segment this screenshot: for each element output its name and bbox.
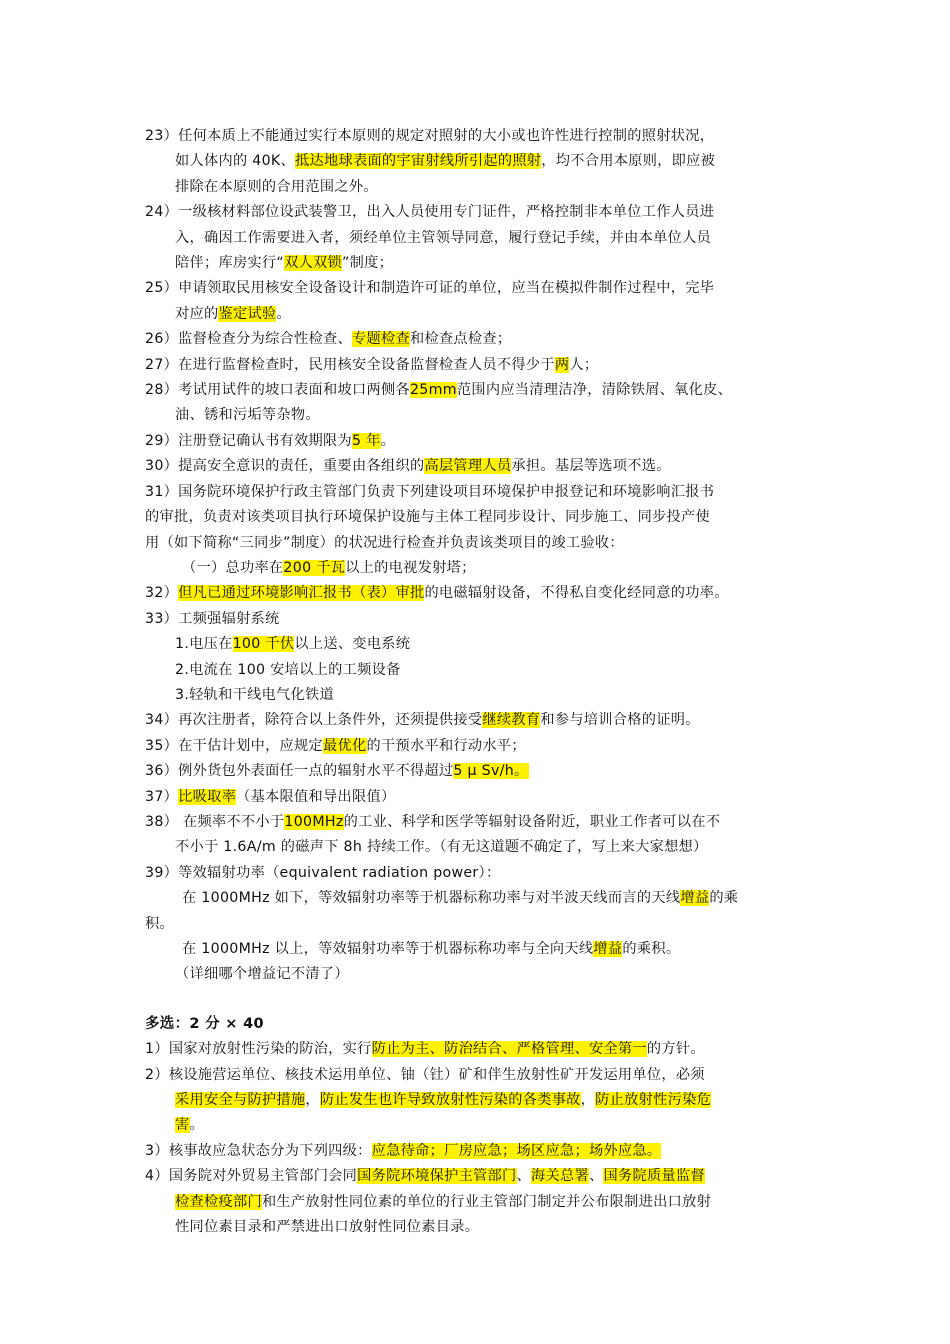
text-segment: 范围内应当清理洁净，清除铁屑、氧化皮、 (456, 382, 733, 399)
highlighted-answer: 两 (554, 356, 570, 373)
highlighted-answer: 5 μ Sv/h。 (453, 763, 529, 780)
text-segment: （一）总功率在 (182, 559, 284, 576)
line-24c (145, 251, 813, 276)
text-segment: 积。 (145, 915, 174, 932)
line-39e (145, 962, 813, 987)
highlighted-answer: 抵达地球表面的宇宙射线所引起的照射 (295, 153, 542, 170)
line-28b (145, 403, 813, 428)
text-segment: 的乘积。 (622, 941, 681, 957)
highlighted-answer: 25mm (409, 382, 457, 399)
highlighted-answer: 继续教育 (482, 712, 541, 729)
multi-line-2b (145, 1088, 813, 1113)
text-segment: 33）工频强辐射系统 (145, 610, 280, 627)
highlighted-answer: 增益 (593, 941, 623, 957)
line-31c (145, 531, 813, 556)
text-segment: 36）例外货包外表面任一点的辐射水平不得超过 (145, 763, 454, 780)
text-segment: 、 (516, 1168, 532, 1185)
line-33 (145, 607, 813, 632)
multi-line-4c (145, 1215, 813, 1240)
highlighted-answer: 国务院质量监督 (603, 1168, 705, 1185)
text-segment: 如人体内的 40K、 (175, 153, 295, 170)
line-30 (145, 454, 813, 479)
multi-line-4b (145, 1190, 813, 1215)
line-28a (145, 378, 813, 403)
text-segment: 的方针。 (646, 1041, 705, 1058)
text-segment: 承担。基层等选项不选。 (511, 458, 671, 475)
multi-line-4a (145, 1164, 813, 1189)
text-segment: 29）注册登记确认书有效期限为 (145, 432, 352, 449)
highlighted-answer: 防止为主、防治结合、严格管理、安全第一 (371, 1041, 647, 1058)
line-23c (145, 175, 813, 200)
text-segment: 2.电流在 100 安培以上的工频设备 (175, 661, 401, 678)
text-segment: 27）在进行监督检查时，民用核安全设备监督检查人员不得少于 (145, 356, 555, 373)
text-segment: 在 1000MHz 以上，等效辐射功率等于机器标称功率与全向天线 (182, 941, 594, 957)
highlighted-answer: 采用安全与防护措施 (175, 1092, 306, 1109)
highlighted-answer: 增益 (680, 890, 710, 907)
text-segment: 和生产放射性同位素的单位的行业主管部门制定并公布限制进出口放射 (261, 1193, 712, 1210)
text-segment: 不小于 1.6A/m 的磁声下 8h 持续工作。（有无这道题不确定了，写上来大家想想） (175, 839, 708, 856)
line-38a (145, 810, 813, 835)
text-segment: 24）一级核材料部位设武装警卫，出入人员使用专门证件，严格控制非本单位工作人员进 (145, 204, 715, 221)
multi-choice-section (145, 1037, 813, 1240)
multi-line-2a (145, 1063, 813, 1088)
highlighted-answer: 防止放射性污染危 (595, 1092, 712, 1109)
highlighted-answer: 5 年 (352, 432, 381, 449)
text-segment: 39）等效辐射功率（equivalent radiation power）： (145, 864, 501, 881)
text-segment: 陪伴；库房实行“ (175, 255, 285, 272)
line-25a (145, 276, 813, 301)
single-choice-section (145, 124, 813, 988)
line-38b (145, 835, 813, 860)
text-segment: 28）考试用试件的坡口表面和坡口两侧各 (145, 382, 410, 399)
text-segment: 2）核设施营运单位、核技术运用单位、铀（钍）矿和伴生放射性矿开发运用单位，必须 (145, 1066, 705, 1083)
text-segment: （基本限值和导出限值） (236, 788, 396, 805)
multi-line-2c (145, 1113, 813, 1138)
text-segment: 26）监督检查分为综合性检查、 (145, 331, 352, 348)
text-segment: 的工业、科学和医学等辐射设备附近，职业工作者可以在不 (343, 813, 721, 830)
highlighted-answer: 鉴定试验 (218, 305, 277, 322)
line-27 (145, 353, 813, 378)
text-segment: ”制度； (342, 255, 394, 272)
line-29 (145, 429, 813, 454)
text-segment: 用（如下简称“三同步”制度）的状况进行检查并负责该类项目的竣工验收： (145, 534, 624, 551)
text-segment: 35）在干估计划中，应规定 (145, 737, 324, 754)
text-segment: 性同位素目录和严禁进出口放射性同位素目录。 (175, 1219, 480, 1236)
text-segment: 23）任何本质上不能通过实行本原则的规定对照射的大小或也许性进行控制的照射状况， (145, 128, 715, 144)
multi-line-3 (145, 1139, 813, 1164)
text-segment: 排除在本原则的合用范围之外。 (175, 178, 378, 195)
highlighted-answer: 但凡已通过环境影响汇报书（表）审批 (178, 585, 425, 602)
line-33-1 (145, 632, 813, 657)
line-31b (145, 505, 813, 530)
text-segment: 。 (189, 1117, 204, 1134)
text-segment: （详细哪个增益记不清了） (175, 966, 349, 983)
highlighted-answer: 100 千伏 (232, 636, 295, 653)
text-segment: 、 (588, 1168, 604, 1185)
line-31a (145, 480, 813, 505)
line-26 (145, 327, 813, 352)
line-35 (145, 734, 813, 759)
highlighted-answer: 专题检查 (352, 331, 410, 348)
line-36 (145, 759, 813, 784)
text-segment: ， (305, 1092, 320, 1109)
text-segment: 。 (276, 305, 291, 322)
text-segment: 4）国务院对外贸易主管部门会同 (145, 1168, 358, 1185)
text-segment: 的审批，负责对该类项目执行环境保护设施与主体工程同步设计、同步施工、同步投产使 (145, 509, 711, 526)
text-segment: 和参与培训合格的证明。 (540, 712, 700, 729)
highlighted-answer: 海关总署 (531, 1168, 589, 1185)
text-segment: 38） 在频率不不小于 (145, 813, 285, 830)
line-33-2 (145, 658, 813, 683)
text-segment: 在 1000MHz 如下，等效辐射功率等于机器标称功率与对半波天线而言的天线 (182, 890, 681, 907)
highlighted-answer: 国务院环境保护主管部门 (357, 1168, 517, 1185)
highlighted-answer: 检查检疫部门 (175, 1193, 262, 1210)
line-34 (145, 708, 813, 733)
text-segment: ，均不合用本原则，即应被 (541, 153, 716, 170)
text-segment: 。 (380, 432, 396, 449)
line-23b (145, 149, 813, 174)
highlighted-answer: 200 千瓦 (283, 559, 346, 576)
line-32 (145, 581, 813, 606)
text-segment: 以上送、变电系统 (294, 636, 411, 653)
text-segment: 1）国家对放射性污染的防治，实行 (145, 1041, 372, 1058)
highlighted-answer: 比吸取率 (178, 788, 237, 805)
highlighted-answer: 100MHz (284, 813, 344, 830)
text-segment: 3.轻轨和干线电气化铁道 (175, 686, 335, 703)
highlighted-answer: 高层管理人员 (424, 458, 512, 475)
text-segment: 30）提高安全意识的责任，重要由各组织的 (145, 458, 425, 475)
line-39b (145, 886, 813, 911)
text-segment: ， (580, 1092, 596, 1109)
line-24a (145, 200, 813, 225)
highlighted-answer: 防止发生也许导致放射性污染的各类事故 (319, 1092, 581, 1109)
text-segment: 以上的电视发射塔； (345, 559, 476, 576)
text-segment: 3）核事故应急状态分为下列四级： (145, 1142, 372, 1159)
highlighted-answer: 双人双锁 (284, 255, 343, 272)
text-segment: 32） (145, 585, 179, 602)
line-39c (145, 912, 813, 937)
line-39a (145, 861, 813, 886)
text-segment: 油、锈和污垢等杂物。 (175, 407, 320, 424)
text-segment: 人； (569, 356, 599, 373)
line-31d (145, 556, 813, 581)
text-segment: 的电磁辐射设备，不得私自变化经同意的功率。 (424, 585, 729, 602)
text-segment: 和检查点检查； (409, 331, 512, 348)
line-25b (145, 302, 813, 327)
line-24b (145, 226, 813, 251)
text-segment: 37） (145, 788, 179, 805)
section-title-multi: 多选：2 分 × 40 (145, 1015, 264, 1032)
text-segment: 的乘 (709, 890, 739, 907)
document-page (145, 124, 813, 1240)
line-23a (145, 124, 813, 149)
line-33-3 (145, 683, 813, 708)
line-39d (145, 937, 813, 962)
text-segment: 31）国务院环境保护行政主管部门负责下列建设项目环境保护申报登记和环境影响汇报书 (145, 483, 715, 500)
text-segment: 的干预水平和行动水平； (366, 737, 526, 754)
highlighted-answer: 应急待命；厂房应急；场区应急；场外应急。 (371, 1142, 662, 1159)
highlighted-answer: 害 (175, 1117, 190, 1134)
text-segment: 34）再次注册者，除符合以上条件外，还须提供接受 (145, 712, 483, 729)
line-37 (145, 785, 813, 810)
highlighted-answer: 最优化 (323, 737, 367, 754)
text-segment: 1.电压在 (175, 636, 233, 653)
text-segment: 入，确因工作需要进入者，须经单位主管领导同意，履行登记手续，并由本单位人员 (175, 229, 712, 246)
multi-line-1 (145, 1037, 813, 1062)
text-segment: 对应的 (175, 305, 219, 322)
text-segment: 25）申请领取民用核安全设备设计和制造许可证的单位，应当在模拟件制作过程中，完毕 (145, 280, 715, 297)
